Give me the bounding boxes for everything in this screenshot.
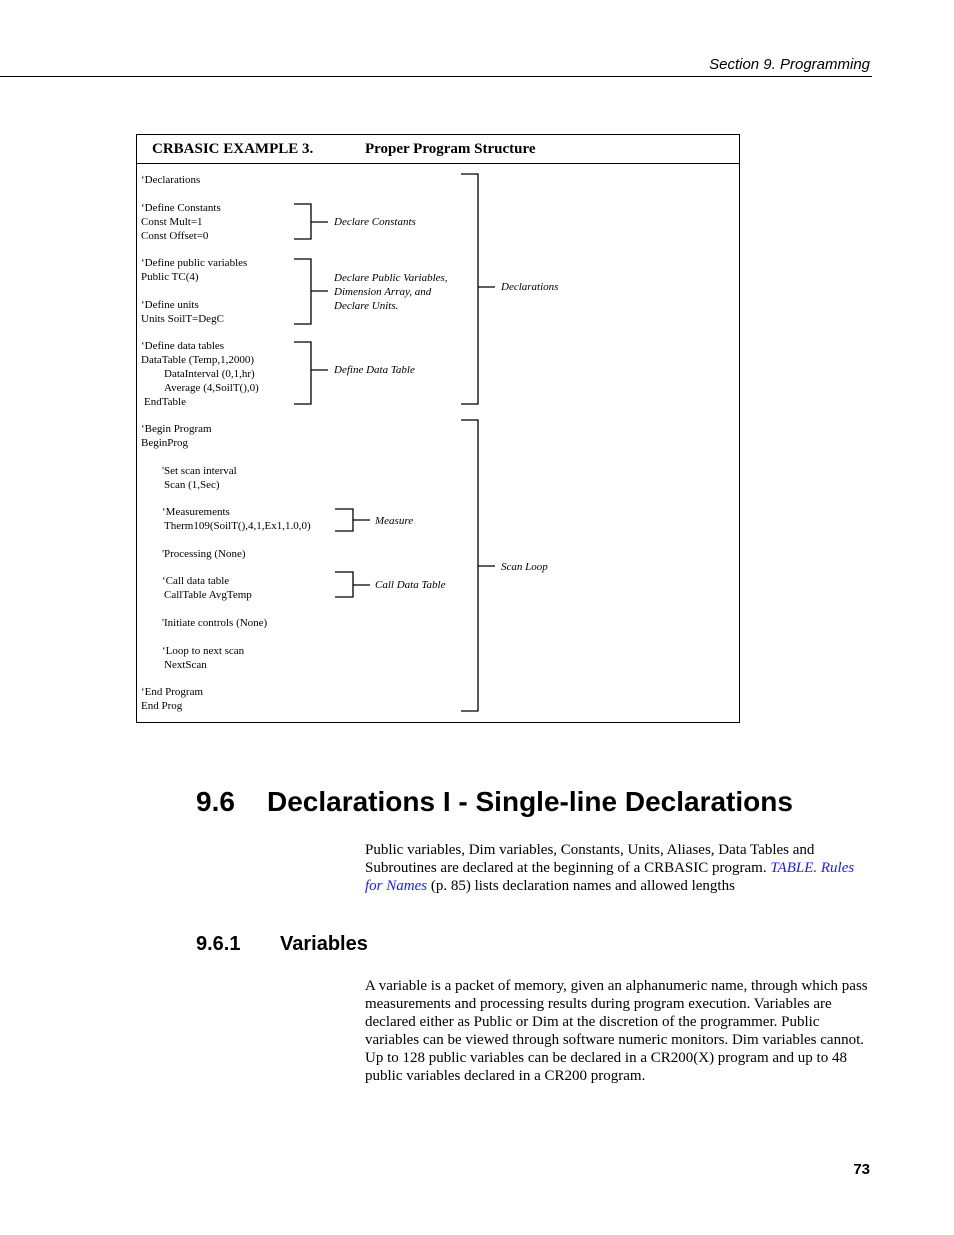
code-line: Public TC(4) (141, 271, 199, 283)
code-line: Const Offset=0 (141, 230, 209, 242)
code-line: Units SoilT=DegC (141, 313, 224, 325)
code-line: ‘Begin Program (141, 423, 212, 435)
code-line: 'Processing (None) (162, 548, 246, 560)
section-number: 9.6 (196, 786, 235, 817)
table-rules-link[interactable]: TABLE. Rules for Names (365, 860, 855, 894)
code-line: ‘Define data tables (141, 340, 225, 352)
code-line: ‘Loop to next scan (162, 645, 245, 657)
code-line: BeginProg (141, 437, 189, 449)
code-line: Scan (1,Sec) (164, 479, 220, 491)
section-title: Declarations I - Single-line Declarations (267, 786, 793, 817)
header-rule (0, 76, 872, 77)
code-line: ‘Measurements (162, 506, 230, 518)
example-number: CRBASIC EXAMPLE 3. (152, 141, 314, 157)
annotation-call-data-table: Call Data Table (375, 579, 446, 591)
code-line: ‘Declarations (141, 174, 201, 186)
example-title: Proper Program Structure (365, 141, 536, 157)
code-line: EndTable (144, 396, 186, 408)
page-number: 73 (853, 1161, 870, 1178)
code-line: ‘Define units (141, 299, 199, 311)
code-line: ‘Define public variables (141, 257, 248, 269)
section-heading-9-6-1 (196, 933, 368, 956)
variables-paragraph: A variable is a packet of memory, given an alphanumeric name, through which pass measurements and processing results during program execution. Variables are declared either as Public or Dim at the discretion of the programmer. Public variables can be viewed through software numeric monitors. Dim variables cannot. Up to 128 public variables can be declared in a CR200(X) program and up to 48 public variables declared in a CR200 program. (365, 978, 868, 1084)
paragraph-text: Public variables, Dim variables, Constants, Units, Aliases, Data Tables and Subroutines are declared at the beginning of a CRBASIC program. (365, 842, 815, 876)
subsection-title: Variables (280, 933, 368, 955)
code-line: Const Mult=1 (141, 216, 203, 228)
code-line: 'Initiate controls (None) (162, 617, 268, 629)
code-line: NextScan (164, 659, 207, 671)
declarations-paragraph (365, 841, 870, 895)
crbasic-example-box (136, 134, 740, 723)
annotation-declare-public: Declare Public Variables, Dimension Array, and Declare Units. (334, 272, 448, 312)
code-line: DataTable (Temp,1,2000) (141, 354, 255, 366)
code-line: Average (4,SoilT(),0) (164, 382, 259, 394)
section-heading-9-6 (196, 786, 793, 818)
paragraph-text: (p. 85) lists declaration names and allowed lengths (427, 878, 735, 894)
subsection-number: 9.6.1 (196, 933, 241, 955)
annotation-declare-constants: Declare Constants (334, 216, 416, 228)
bracket-lines (137, 135, 739, 722)
code-line: ‘Define Constants (141, 202, 221, 214)
annotation-scan-loop: Scan Loop (501, 561, 548, 573)
code-line: End Prog (141, 700, 183, 712)
annotation-declarations: Declarations (501, 281, 559, 293)
code-line: DataInterval (0,1,hr) (164, 368, 255, 380)
annotation-measure: Measure (375, 515, 414, 527)
running-header: Section 9. Programming (709, 56, 870, 73)
code-line: ‘Call data table (162, 575, 230, 587)
code-line: ‘End Program (141, 686, 204, 698)
code-line: CallTable AvgTemp (164, 589, 252, 601)
code-line: 'Set scan interval (162, 465, 237, 477)
code-line: Therm109(SoilT(),4,1,Ex1,1.0,0) (164, 520, 311, 532)
annotation-define-data-table: Define Data Table (334, 364, 415, 376)
